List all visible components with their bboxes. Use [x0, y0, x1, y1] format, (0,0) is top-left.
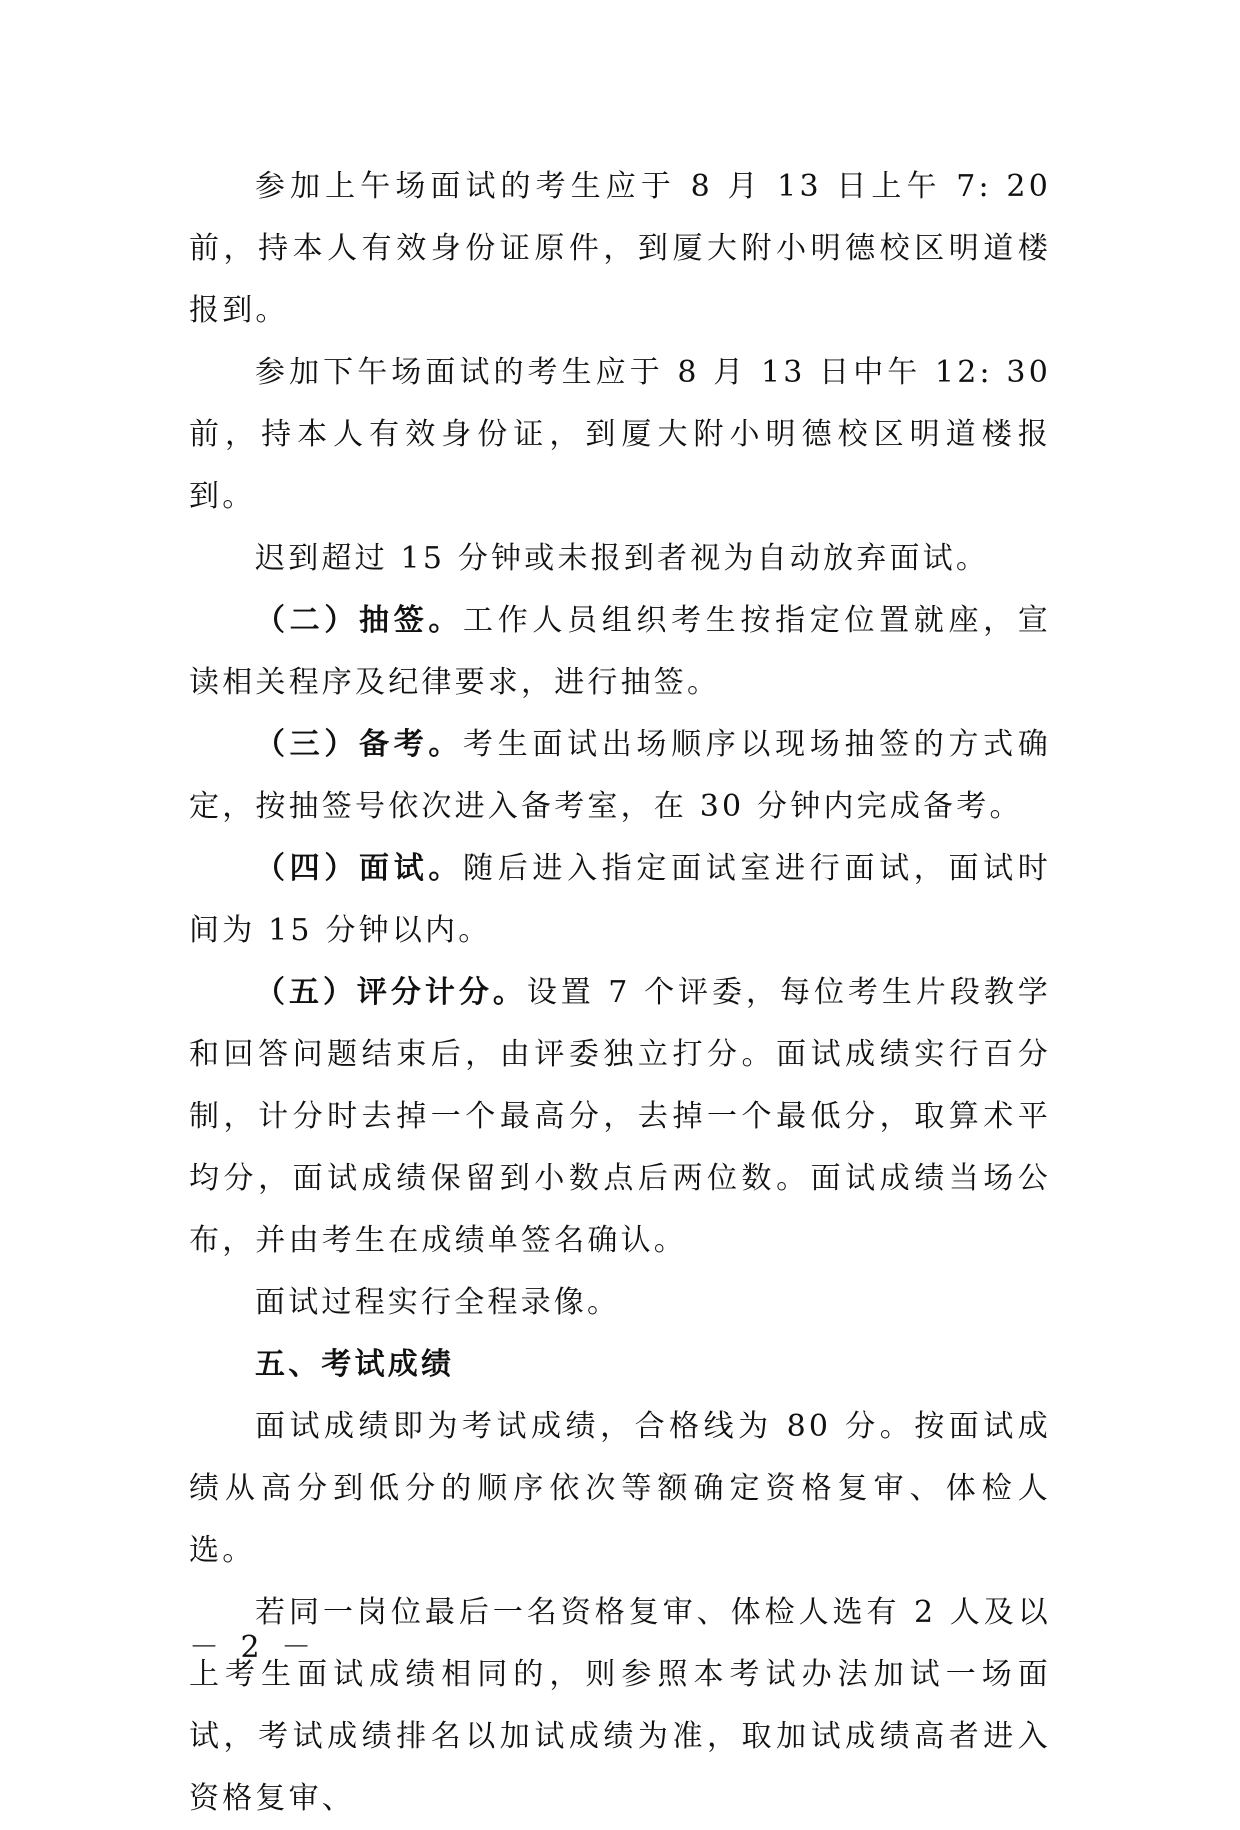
paragraph-text: 工作人员组织考生按指定位置就座，宣读相关程序及纪律要求，进行抽签。	[189, 603, 1052, 700]
paragraph-text: 参加下午场面试的考生应于 8 月 13 日中午 12: 30 前，持本人有效身份证，到厦大附小明德校区明道楼报到。	[189, 355, 1051, 514]
paragraph-scoring	[189, 962, 1051, 1272]
paragraph-text: 设置 7 个评委，每位考生片段教学和回答问题结束后，由评委独立打分。面试成绩实行百分制，计分时去掉一个最高分，去掉一个最低分，取算术平均分，面试成绩保留到小数点后两位数。面试成绩当场公布，并由考生在成绩单签名确认。	[189, 975, 1051, 1258]
paragraph-text: 面试过程实行全程录像。	[255, 1285, 621, 1320]
paragraph-interview	[189, 838, 1051, 962]
paragraph-morning-checkin	[189, 156, 1051, 342]
paragraph-text: 随后进入指定面试室进行面试，面试时间为 15 分钟以内。	[189, 851, 1052, 948]
section-heading	[189, 1334, 1051, 1396]
section-lead: （五）评分计分。	[255, 975, 527, 1010]
paragraph-late-rule	[189, 528, 1051, 590]
section-lead: （二）抽签。	[255, 603, 464, 638]
paragraph-recording	[189, 1272, 1051, 1334]
paragraph-exam-score	[189, 1396, 1051, 1582]
section-lead: （四）面试。	[255, 851, 464, 886]
paragraph-tie-rule	[189, 1582, 1051, 1830]
paragraph-text: 考生面试出场顺序以现场抽签的方式确定，按抽签号依次进入备考室，在 30 分钟内完成备考。	[189, 727, 1052, 824]
paragraph-text: 参加上午场面试的考生应于 8 月 13 日上午 7: 20 前，持本人有效身份证原件，到厦大附小明德校区明道楼报到。	[189, 169, 1051, 328]
document-body	[189, 156, 1051, 1830]
section-heading-text: 五、考试成绩	[255, 1347, 455, 1382]
paragraph-text: 迟到超过 15 分钟或未报到者视为自动放弃面试。	[255, 541, 990, 576]
paragraph-preparation	[189, 714, 1051, 838]
paragraph-text: 若同一岗位最后一名资格复审、体检人选有 2 人及以上考生面试成绩相同的，则参照本考试办法加试一场面试，考试成绩排名以加试成绩为准，取加试成绩高者进入资格复审、	[189, 1595, 1051, 1816]
paragraph-afternoon-checkin	[189, 342, 1051, 528]
section-lead: （三）备考。	[255, 727, 464, 762]
paragraph-lottery	[189, 590, 1051, 714]
paragraph-text: 面试成绩即为考试成绩，合格线为 80 分。按面试成绩从高分到低分的顺序依次等额确定资格复审、体检人选。	[189, 1409, 1051, 1568]
page-number: － 2 －	[189, 1630, 318, 1665]
